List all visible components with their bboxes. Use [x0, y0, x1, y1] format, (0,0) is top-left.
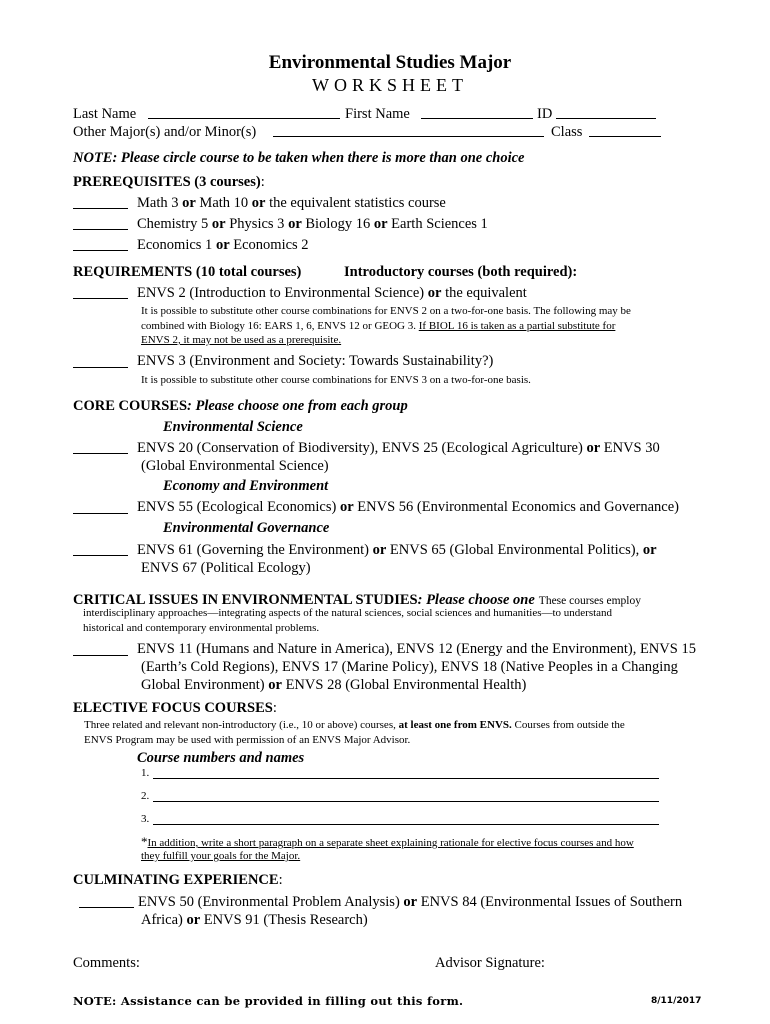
assistance-note: NOTE: Assistance can be provided in filling out this form.	[73, 994, 464, 1008]
critical-line3: Global Environment) or ENVS 28 (Global Environmental Health)	[141, 677, 527, 693]
envs3-blank[interactable]	[73, 367, 128, 368]
last-name-label: Last Name	[73, 106, 137, 122]
id-field[interactable]	[556, 118, 656, 119]
core-env-science-line1: ENVS 20 (Conservation of Biodiversity), ENVS 25 (Ecological Agriculture) or ENVS 30	[137, 440, 660, 456]
culminating-heading: CULMINATING EXPERIENCE:	[73, 872, 283, 888]
culminating-blank[interactable]	[79, 907, 134, 908]
elective-course-2-field[interactable]	[153, 801, 659, 802]
prereq-math: Math 3 or Math 10 or the equivalent statistics course	[137, 195, 446, 211]
envs2-note-line3: ENVS 2, it may not be used as a prerequisite.	[141, 334, 342, 346]
elective-desc-line1: Three related and relevant non-introductory (i.e., 10 or above) courses, at least one from ENVS. Courses from outside the	[84, 719, 625, 731]
core-group-economy: Economy and Environment	[163, 478, 329, 494]
id-label: ID	[537, 106, 553, 122]
course-numbers-heading: Course numbers and names	[137, 750, 305, 766]
core-economy-blank[interactable]	[73, 513, 128, 514]
envs2-note-line1: It is possible to substitute other course combinations for ENVS 2 on a two-for-one basis. The following may be	[141, 305, 631, 317]
page-subtitle: WORKSHEET	[312, 75, 468, 95]
critical-issues-heading: CRITICAL ISSUES IN ENVIRONMENTAL STUDIES: Please choose one These courses employ	[73, 592, 641, 608]
envs2-blank[interactable]	[73, 298, 128, 299]
elective-num-2: 2.	[141, 790, 150, 802]
elective-footnote-line1: *In addition, write a short paragraph on a separate sheet explaining rationale for elective focus courses and how	[141, 834, 634, 849]
elective-num-1: 1.	[141, 767, 150, 779]
culminating-line1: ENVS 50 (Environmental Problem Analysis) or ENVS 84 (Environmental Issues of Southern	[138, 894, 683, 910]
critical-desc-line2: interdisciplinary approaches—integrating aspects of the natural sciences, social sciences and humanities—to understand	[83, 607, 613, 619]
prereq-science-blank[interactable]	[73, 229, 128, 230]
envs2-note-line2: combined with Biology 16: EARS 1, 6, ENVS 12 or GEOG 3. If BIOL 16 is taken as a partial substitute for	[141, 320, 616, 332]
elective-desc-line2: ENVS Program may be used with permission of an ENVS Major Advisor.	[84, 734, 411, 746]
prereq-science: Chemistry 5 or Physics 3 or Biology 16 or Earth Sciences 1	[137, 216, 488, 232]
core-group-governance: Environmental Governance	[163, 520, 330, 536]
page-title: Environmental Studies Major	[268, 52, 512, 73]
core-economy-line1: ENVS 55 (Ecological Economics) or ENVS 56 (Environmental Economics and Governance)	[137, 499, 679, 515]
critical-blank[interactable]	[73, 655, 128, 656]
other-majors-field[interactable]	[273, 136, 544, 137]
envs3-course: ENVS 3 (Environment and Society: Towards Sustainability?)	[137, 353, 494, 369]
elective-course-3-field[interactable]	[153, 824, 659, 825]
intro-courses-heading: Introductory courses (both required):	[344, 264, 578, 280]
critical-line2: (Earth’s Cold Regions), ENVS 17 (Marine Policy), ENVS 18 (Native Peoples in a Changing	[141, 659, 678, 675]
core-governance-line2: ENVS 67 (Political Ecology)	[141, 560, 311, 576]
last-name-field[interactable]	[148, 118, 340, 119]
critical-desc-line3: historical and contemporary environmental problems.	[83, 622, 320, 634]
core-governance-blank[interactable]	[73, 555, 128, 556]
first-name-label: First Name	[345, 106, 410, 122]
prereq-econ: Economics 1 or Economics 2	[137, 237, 309, 253]
other-majors-label: Other Major(s) and/or Minor(s)	[73, 124, 257, 140]
core-group-env-science: Environmental Science	[163, 419, 303, 435]
envs2-course: ENVS 2 (Introduction to Environmental Science) or the equivalent	[137, 285, 527, 301]
requirements-heading: REQUIREMENTS (10 total courses)	[73, 264, 302, 280]
circle-note: NOTE: Please circle course to be taken when there is more than one choice	[73, 150, 525, 166]
critical-line1: ENVS 11 (Humans and Nature in America), ENVS 12 (Energy and the Environment), ENVS 15	[137, 641, 696, 657]
core-env-science-line2: (Global Environmental Science)	[141, 458, 329, 474]
class-field[interactable]	[589, 136, 661, 137]
core-env-science-blank[interactable]	[73, 453, 128, 454]
prereq-math-blank[interactable]	[73, 208, 128, 209]
elective-footnote-line2: they fulfill your goals for the Major.	[141, 850, 301, 862]
core-courses-heading: CORE COURSES: Please choose one from each group	[73, 398, 408, 414]
comments-label: Comments:	[73, 955, 140, 971]
elective-num-3: 3.	[141, 813, 150, 825]
advisor-signature-label: Advisor Signature:	[435, 955, 545, 971]
elective-course-1-field[interactable]	[153, 778, 659, 779]
first-name-field[interactable]	[421, 118, 533, 119]
class-label: Class	[551, 124, 583, 140]
prereq-econ-blank[interactable]	[73, 250, 128, 251]
form-date: 8/11/2017	[651, 996, 702, 1006]
culminating-line2: Africa) or ENVS 91 (Thesis Research)	[141, 912, 368, 928]
envs3-note: It is possible to substitute other course combinations for ENVS 3 on a two-for-one basis.	[141, 374, 531, 386]
prerequisites-heading: PREREQUISITES (3 courses):	[73, 174, 265, 190]
elective-heading: ELECTIVE FOCUS COURSES:	[73, 700, 277, 716]
core-governance-line1: ENVS 61 (Governing the Environment) or ENVS 65 (Global Environmental Politics), or	[137, 542, 657, 558]
